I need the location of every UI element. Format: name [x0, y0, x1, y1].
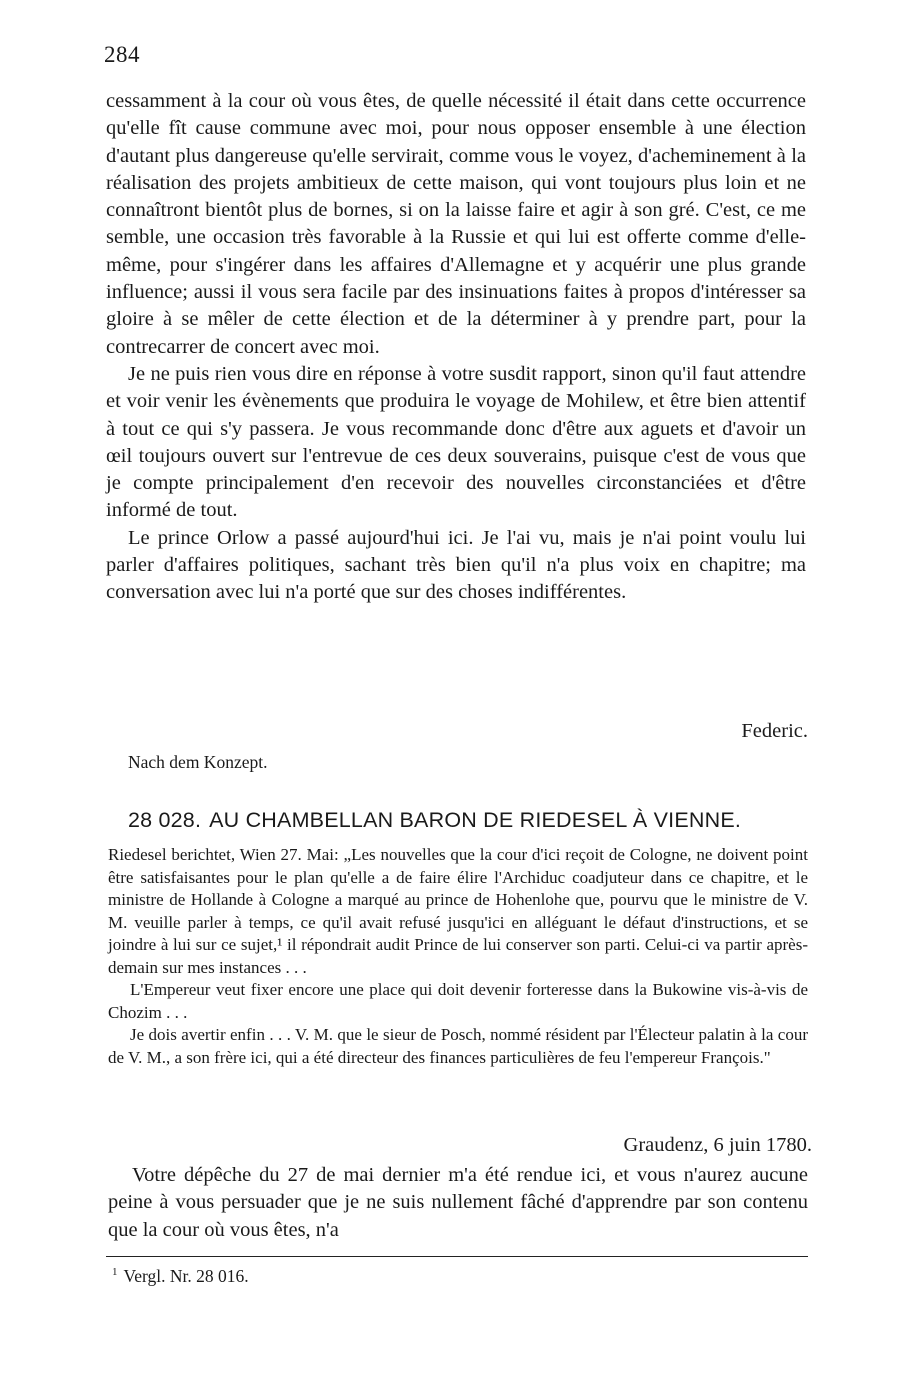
- summary-paragraph: L'Empereur veut fixer encore une place qui doit devenir forteresse dans la Bukowine vis-à-vis de Chozim . . .: [108, 980, 808, 1022]
- letter-body: Votre dépêche du 27 de mai dernier m'a été rendue ici, et vous n'aurez aucune peine à vous persuader que je ne suis nullement fâché d'apprendre par son contenu que la cour où vous êtes, n'a: [108, 1164, 808, 1241]
- page-number: 284: [104, 42, 140, 67]
- source-note: Nach dem Konzept.: [128, 752, 268, 772]
- paragraph-response: Je ne puis rien vous dire en réponse à votre susdit rapport, sinon qu'il faut attendre et voir venir les évènements que produira le voyage de Mohilew, et être bien attentif à tout ce qui s'y passera. Je vous recommande donc d'être aux aguets et d'avoir un œil toujours ouvert sur l'entrevue de ces deux souverains, puisque c'est de vous que je compte principalement d'en recevoir des nouvelles circonstanciées et d'être informé de tout.: [106, 362, 806, 522]
- letter-heading: [128, 808, 808, 833]
- summary-paragraph: Riedesel berichtet, Wien 27. Mai: „Les nouvelles que la cour d'ici reçoit de Cologne, ne doivent point être satisfaisantes pour le plan qu'elle a de faire élire l'Archiduc coadjuteur dans ce chapitre, et le ministre de Hollande à Cologne a marqué au prince de Hohenlohe que, pourvu que le ministre de V. M. veuille parler à temps, ce qu'il avait refusé jusqu'ici en alléguant le défaut d'instructions, et se joindre à lui sur ce sujet,¹ il répondrait audit Prince de lui conserver son parti. Celui-ci va partir après-demain sur mes instances . . .: [108, 845, 808, 977]
- paragraph-orlow: Le prince Orlow a passé aujourd'hui ici. Je l'ai vu, mais je n'ai point voulu lui parler d'affaires politiques, sachant très bien qu'il n'a plus voix en chapitre; ma conversation avec lui n'a porté que sur des choses indifférentes.: [106, 526, 806, 604]
- footnote-text: Vergl. Nr. 28 016.: [123, 1266, 249, 1286]
- letter-title: AU CHAMBELLAN BARON DE RIEDESEL À VIENNE.: [209, 808, 742, 832]
- letter-summary: [108, 844, 808, 1069]
- footnote-divider: [106, 1256, 808, 1257]
- signature: Federic.: [741, 720, 808, 742]
- letter-number: 28 028.: [128, 808, 202, 832]
- footnote-mark: 1: [112, 1266, 118, 1279]
- main-text: [106, 88, 806, 607]
- footnote: [112, 1266, 249, 1287]
- summary-paragraph: Je dois avertir enfin . . . V. M. que le sieur de Posch, nommé résident par l'Électeur palatin à la cour de V. M., a son frère ici, qui a été directeur des finances particulières de feu l'empereur François.": [108, 1025, 808, 1067]
- dateline: Graudenz, 6 juin 1780.: [623, 1134, 812, 1156]
- paragraph-continuation: cessamment à la cour où vous êtes, de quelle nécessité il était dans cette occurrence qu'elle fît cause commune avec moi, pour nous opposer ensemble à une élection d'autant plus dangereuse qu'elle servirait, comme vous le voyez, d'acheminement à la réalisation des projets ambitieux de cette maison, qui vont toujours plus loin et ne connaîtront bientôt plus de bornes, si on la laisse faire et agir à son gré. C'est, ce me semble, une occasion très favorable à la Russie et qui lui est offerte comme d'elle-même, pour s'ingérer dans les affaires d'Allemagne et y acquérir une plus grande influence; aussi il vous sera facile par des insinuations faites à propos d'intéresser sa gloire à se mêler de cette élection et de la déterminer à y prendre part, pour la contrecarrer de concert avec moi.: [106, 90, 806, 358]
